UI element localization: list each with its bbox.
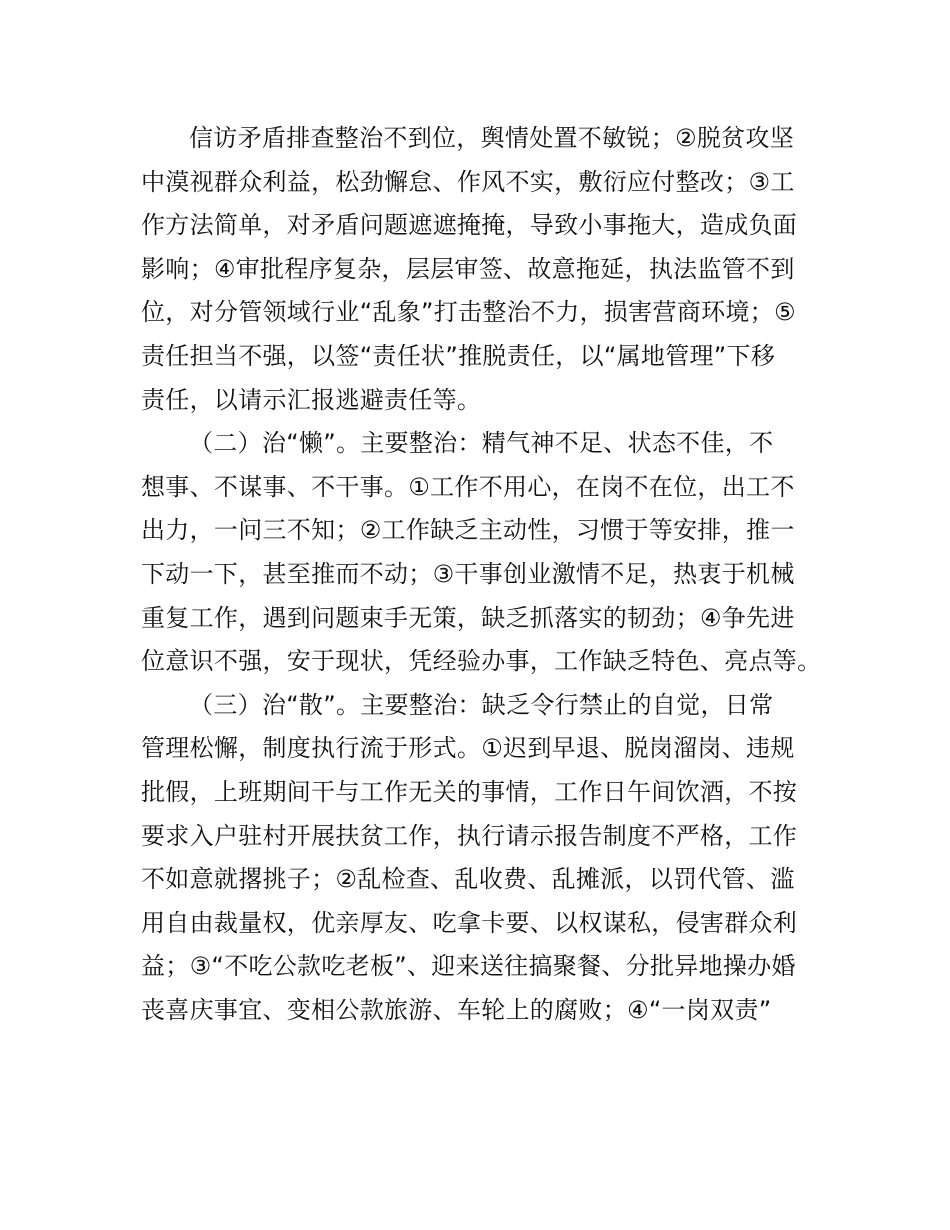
text-line: 管理松懈，制度执行流于形式。①迟到早退、脱岗溜岗、违规 xyxy=(141,734,795,763)
text-line: 责任，以请示汇报逃避责任等。 xyxy=(141,385,482,414)
text-line: （三）治“散”。主要整治：缺乏令行禁止的自觉，日常 xyxy=(189,690,774,719)
text-line: 要求入户驻村开展扶贫工作，执行请示报告制度不严格，工作 xyxy=(141,821,798,850)
text-line: 作方法简单，对矛盾问题遮遮掩掩，导致小事拖大，造成负面 xyxy=(141,211,798,240)
text-line: 重复工作，遇到问题束手无策，缺乏抓落实的韧劲；④争先进 xyxy=(141,603,795,632)
text-line: 信访矛盾排查整治不到位，舆情处置不敏锐；②脱贫攻坚 xyxy=(189,124,795,152)
text-line: 中漠视群众利益，松劲懈怠、作风不实，敷衍应付整改；③工 xyxy=(141,167,795,196)
text-line: 影响；④审批程序复杂，层层审签、故意拖延，执法监管不到 xyxy=(141,254,795,283)
text-line: 位意识不强，安于现状，凭经验办事，工作缺乏特色、亮点等。 xyxy=(141,647,822,676)
text-line: 不如意就撂挑子；②乱检查、乱收费、乱摊派，以罚代管、滥 xyxy=(141,865,795,894)
text-line: 出力，一问三不知；②工作缺乏主动性，习惯于等安排，推一 xyxy=(141,516,795,545)
text-line: 想事、不谋事、不干事。①工作不用心，在岗不在位，出工不 xyxy=(141,472,795,501)
text-line: 责任担当不强，以签“责任状”推脱责任，以“属地管理”下移 xyxy=(141,341,776,370)
text-line: 丧喜庆事宜、变相公款旅游、车轮上的腐败；④“一岗双责” xyxy=(141,995,772,1024)
text-line: 益；③“不吃公款吃老板”、迎来送往搞聚餐、分批异地操办婚 xyxy=(141,952,796,981)
text-line: （二）治“懒”。主要整治：精气神不足、状态不佳，不 xyxy=(189,429,774,458)
text-line: 批假，上班期间干与工作无关的事情，工作日午间饮酒，不按 xyxy=(141,777,798,806)
text-line: 下动一下，甚至推而不动；③干事创业激情不足，热衷于机械 xyxy=(141,559,795,588)
body-text xyxy=(141,117,831,1032)
text-line: 位，对分管领域行业“乱象”打击整治不力，损害营商环境；⑤ xyxy=(141,298,796,327)
text-line: 用自由裁量权，优亲厚友、吃拿卡要、以权谋私，侵害群众利 xyxy=(141,908,798,937)
